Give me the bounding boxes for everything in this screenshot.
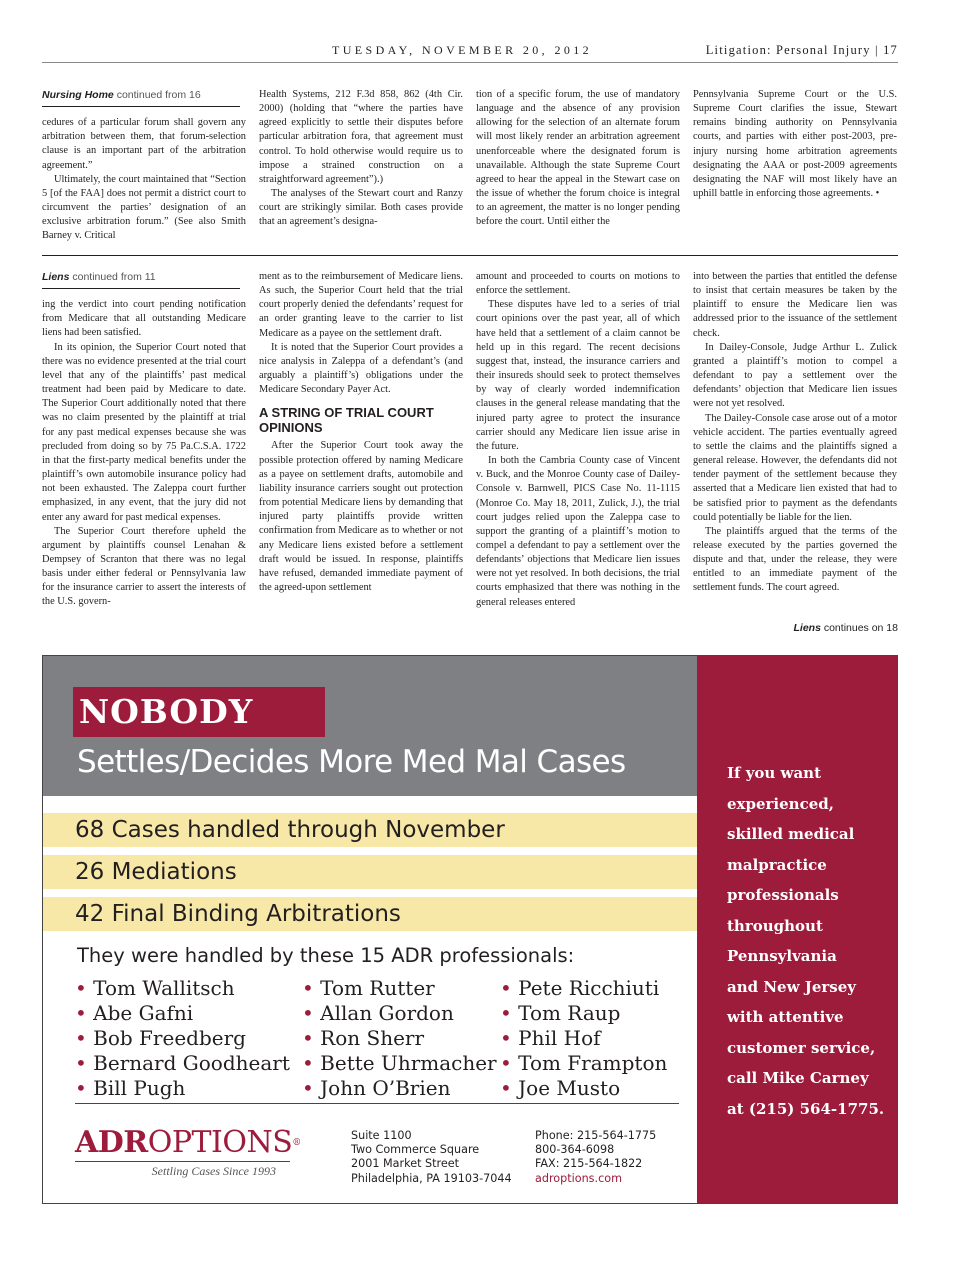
paragraph: ment as to the reimbursement of Medicare liens. As such, the Superior Court held that the trial court properly denied the defendants’ request for an order granting leave to the carrier to list Medicare as a payee on the settlement draft. (259, 271, 463, 339)
jump-line-liens: Liens continued from 11 (42, 270, 240, 289)
paragraph: cedures of a particular forum shall govern any arbitration between them, that forum-selection clause is an important part of the arbitration agreement.” (42, 117, 246, 171)
professional-name: • Joe Musto (500, 1076, 667, 1101)
adr-options-logo: ADROPTIONS® Settling Cases Since 1993 (75, 1125, 301, 1178)
professional-name: • Ron Sherr (302, 1026, 497, 1051)
paragraph: amount and proceeded to courts on motions to enforce the settlement. (476, 271, 680, 297)
professional-name: • Tom Wallitsch (75, 976, 290, 1001)
ad-address: Suite 1100 Two Commerce Square 2001 Market Street Philadelphia, PA 19103-7044 (351, 1129, 512, 1185)
paragraph: The Dailey-Console case arose out of a motor vehicle accident. The parties eventually agreed to settle the claims and the plaintiffs signed a general release. However, the defendants did not tender payment of the settlement because they asserted that a Medicare lien existed that had to be satisfied prior to payment as the defendants could potentially be liable for the lien. (693, 412, 897, 523)
subhead: A STRING OF TRIAL COURT OPINIONS (259, 405, 434, 436)
section-folio: Litigation: Personal Injury | 17 (705, 43, 898, 57)
page-header (42, 40, 898, 66)
paragraph: The Superior Court therefore upheld the argument by plaintiffs counsel Lenahan & Dempsey of Scranton that there was no legal basis under either federal or Pennsylvania law for the insurance carrier to assert the interests of the U.S. govern- (42, 525, 246, 608)
ad-handled-by: They were handled by these 15 ADR professionals: (77, 944, 575, 967)
paragraph: It is noted that the Superior Court provides a nice analysis in Zaleppa of a defendant’s (and arguably a plaintiff’s) obligations under the Medicare Secondary Payer Act. (259, 341, 463, 396)
professional-name: • Phil Hof (500, 1026, 667, 1051)
story1-col3 (476, 88, 680, 230)
story-divider (42, 255, 898, 256)
phone-number: Phone: 215-564-1775 (535, 1129, 657, 1142)
professional-name: • Bette Uhrmacher (302, 1051, 497, 1076)
ad-side-copy: If you want experienced, skilled medical malpractice professionals throughout Pennsylvania and New Jersey with attentive customer service, call Mike Carney at (215) 564-1775. (727, 764, 885, 1118)
issue-date: TUESDAY, NOVEMBER 20, 2012 (332, 43, 593, 57)
website-link[interactable]: adroptions.com (535, 1171, 622, 1185)
header-rule (42, 62, 898, 63)
story2-col4 (693, 270, 897, 596)
paragraph: In its opinion, the Superior Court noted that there was no evidence presented at the trial court level that any of the plaintiffs’ past medical treatment had been paid by Medicare to date. The Superior Court additionally noted that there was no claim presented by the plaintiff at trial for any past medical expenses because she was precluded from doing so by 75 Pa.C.S.A. 1722 in that the first-party medical benefits under the plaintiff’s own automobile insurance policy had not been exhausted. The Zaleppa court further emphasized, in any event, that the jury did not enter any award for past medical expenses. (42, 341, 246, 523)
story2-col2 (259, 270, 463, 595)
paragraph: into between the parties that entitled the defense to insist that certain measures be taken by the plaintiff to ensure the Medicare lien was addressed prior to the issuance of the settlement check. (693, 271, 897, 339)
story1-col2 (259, 88, 463, 230)
nursing-home-story (42, 88, 898, 248)
professional-name: • John O’Brien (302, 1076, 497, 1101)
professional-name: • Tom Raup (500, 1001, 667, 1026)
professional-name: • Allan Gordon (302, 1001, 497, 1026)
paragraph: In both the Cambria County case of Vincent v. Buck, and the Monroe County case of Dailey-Console v. Barnwell, PICS Case No. 11-1115 (Monroe Co. May 18, 2011, Zulick, J.), the trial court judges relied upon the Zaleppa case to support the granting of a plaintiff’s motion to compel a defendant to pay a settlement over the defendants’ objections that Medicare lien issues were not yet resolved. In both decisions, the trial courts emphasized that there was nothing in the general releases entered (476, 455, 680, 608)
ad-names-column (500, 976, 667, 1101)
professional-name: • Pete Ricchiuti (500, 976, 667, 1001)
ad-stat-band: 42 Final Binding Arbitrations (43, 897, 697, 931)
liens-story (42, 270, 898, 640)
professional-name: • Bernard Goodheart (75, 1051, 290, 1076)
ad-names-column (75, 976, 290, 1101)
professional-name: • Tom Frampton (500, 1051, 667, 1076)
adr-options-advertisement (42, 655, 898, 1204)
ad-headline: NOBODY (73, 687, 325, 737)
ad-names-column (302, 976, 497, 1101)
professional-name: • Bill Pugh (75, 1076, 290, 1101)
professional-name: • Bob Freedberg (75, 1026, 290, 1051)
ad-rule (75, 1103, 679, 1104)
paragraph: ing the verdict into court pending notification from Medicare that all outstanding Medicare liens had been satisfied. (42, 299, 246, 339)
paragraph: These disputes have led to a series of trial court opinions over the past year, all of which have held that a settlement of a claim cannot be held up in this regard. The recent decisions suggest that, instead, the insurance carriers and their insureds should seek to protect themselves by way of clearly worded indemnification clauses in the general release mandating that the injured party agree to protect the insurance carrier should any Medicare lien issue arise in the future. (476, 299, 680, 452)
ad-contact (535, 1129, 656, 1186)
story1-col4 (693, 88, 897, 201)
paragraph: Ultimately, the court maintained that “Section 5 [of the FAA] does not permit a district court to circumvent the parties’ designation of an exclusive arbitration forum.” (See also Smith Barney v. Critical (42, 173, 246, 242)
story2-col3 (476, 270, 680, 610)
ad-tagline: Settles/Decides More Med Mal Cases (77, 744, 626, 780)
toll-free-number: 800-364-6098 (535, 1143, 615, 1157)
paragraph: Pennsylvania Supreme Court or the U.S. Supreme Court clarifies the issue, Stewart remains binding authority on Pennsylvania courts, and parties with either post-2003, pre-injury nursing home arbitration agreements designating the AAA or post-2009 agreements designating the NAF will most likely have an uphill battle in enforcing those agreements. • (693, 89, 897, 200)
paragraph: tion of a specific forum, the use of mandatory language and the absence of any provision allowing for the selection of an alternate forum will most likely render an arbitration agreement unenforceable where the designated forum is unavailable. Although the state Supreme Court agreed to hear the appeal in the Stewart case on the issue of whether the forum choice is integral to an agreement, the matter is no longer pending before the court. Until either the (476, 89, 680, 228)
professional-name: • Tom Rutter (302, 976, 497, 1001)
paragraph: Health Systems, 212 F.3d 858, 862 (4th Cir. 2000) (holding that “where the parties have agreed explicitly to settle their disputes before particular arbitration fora, that agreement must control. To hold otherwise would require us to impose a strained construction on a straightforward agreement”).) (259, 89, 463, 185)
story2-col1 (42, 270, 246, 610)
story1-col1 (42, 88, 246, 244)
ad-side-panel (697, 656, 897, 1203)
paragraph: The analyses of the Stewart court and Ranzy court are strikingly similar. Both cases provide that an agreement’s designa- (259, 188, 463, 228)
jump-line-nursing-home: Nursing Home continued from 16 (42, 88, 240, 107)
paragraph: In Dailey-Console, Judge Arthur L. Zulick granted a plaintiff’s motion to compel a defendant to pay a settlement over the defendants’ objection that Medicare lien issues were not yet resolved. (693, 341, 897, 410)
ad-stat-band: 26 Mediations (43, 855, 697, 889)
ad-header-panel (43, 656, 697, 796)
continues-line: Liens continues on 18 (793, 622, 898, 634)
paragraph: After the Superior Court took away the possible protection offered by naming Medicare as a payee on settlement drafts, automobile and liability insurance carriers sought out protection from potential Medicare liens by demanding that injured party plaintiffs provide written confirmation from Medicare as to whether or not any Medicare liens existed before a settlement draft would be issued. In response, plaintiffs have refused, demanded immediate payment of the agreed-upon settlement (259, 440, 463, 593)
logo-slogan: Settling Cases Since 1993 (151, 1164, 276, 1178)
fax-number: FAX: 215-564-1822 (535, 1157, 643, 1171)
paragraph: The plaintiffs argued that the terms of the release executed by the parties governed the dispute and that, under the release, they were entitled to an immediate payment of the settlement funds. The court agreed. (693, 525, 897, 594)
ad-stat-band: 68 Cases handled through November (43, 813, 697, 847)
professional-name: • Abe Gafni (75, 1001, 290, 1026)
